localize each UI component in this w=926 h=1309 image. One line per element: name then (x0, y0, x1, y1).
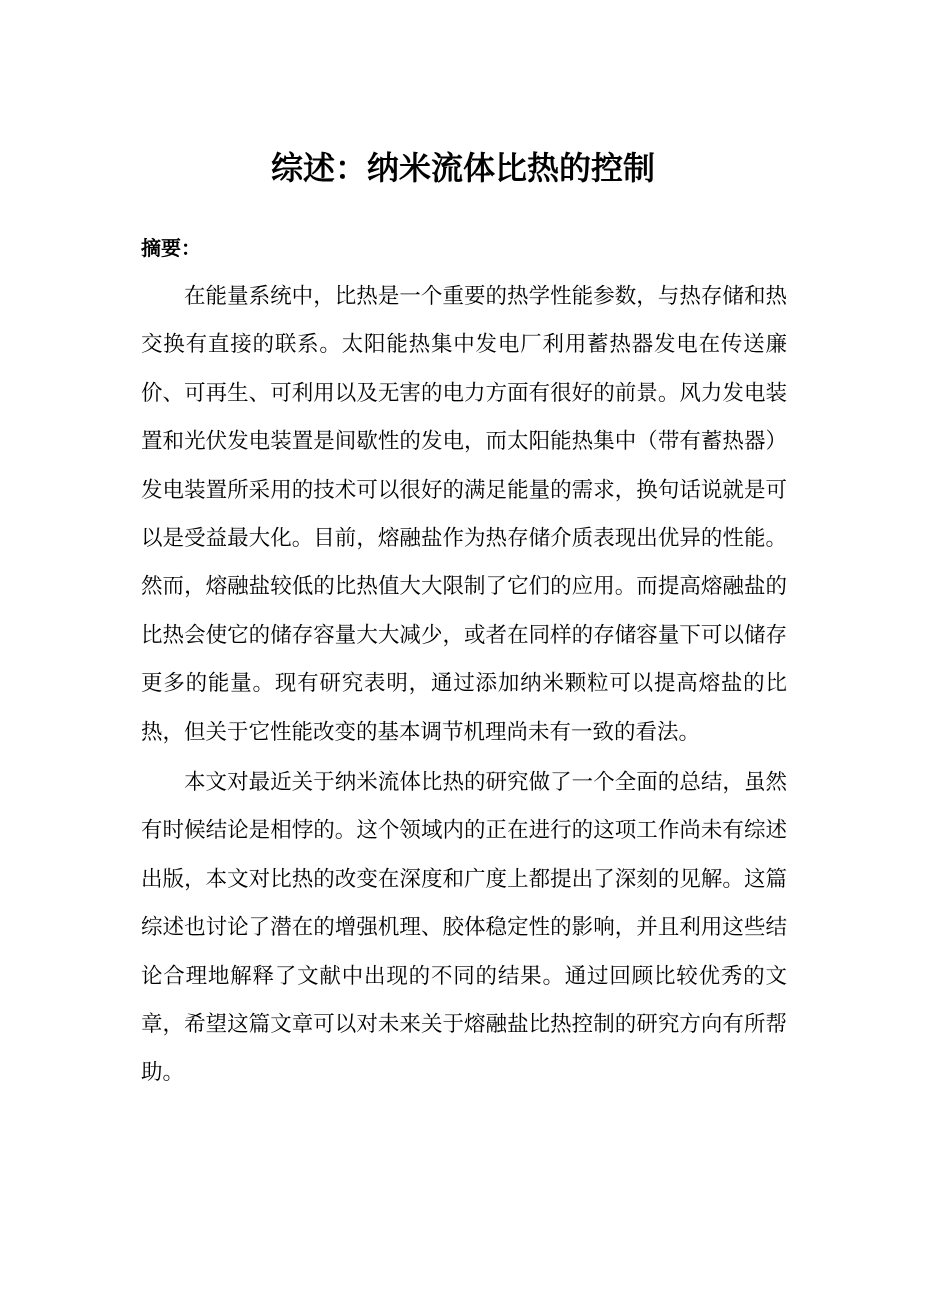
abstract-paragraph-2: 本文对最近关于纳米流体比热的研究做了一个全面的总结，虽然有时候结论是相悖的。这个领域内的正在进行的这项工作尚未有综述出版，本文对比热的改变在深度和广度上都提出了深刻的见解。这篇综述也讨论了潜在的增强机理、胶体稳定性的影响，并且利用这些结论合理地解释了文献中出现的不同的结果。通过回顾比较优秀的文章，希望这篇文章可以对未来关于熔融盐比热控制的研究方向有所帮助。 (141, 770, 787, 1086)
document-title: 综述：纳米流体比热的控制 (270, 149, 655, 187)
abstract-paragraph-1: 在能量系统中，比热是一个重要的热学性能参数，与热存储和热交换有直接的联系。太阳能热集中发电厂利用蓄热器发电在传送廉价、可再生、可利用以及无害的电力方面有很好的前景。风力发电装置和光伏发电装置是间歇性的发电，而太阳能热集中（带有蓄热器）发电装置所采用的技术可以很好的满足能量的需求，换句话说就是可以是受益最大化。目前，熔融盐作为热存储介质表现出优异的性能。然而，熔融盐较低的比热值大大限制了它们的应用。而提高熔融盐的比热会使它的储存容量大大减少，或者在同样的存储容量下可以储存更多的能量。现有研究表明，通过添加纳米颗粒可以提高熔盐的比热，但关于它性能改变的基本调节机理尚未有一致的看法。 (141, 284, 787, 745)
abstract-label: 摘要： (141, 236, 201, 260)
